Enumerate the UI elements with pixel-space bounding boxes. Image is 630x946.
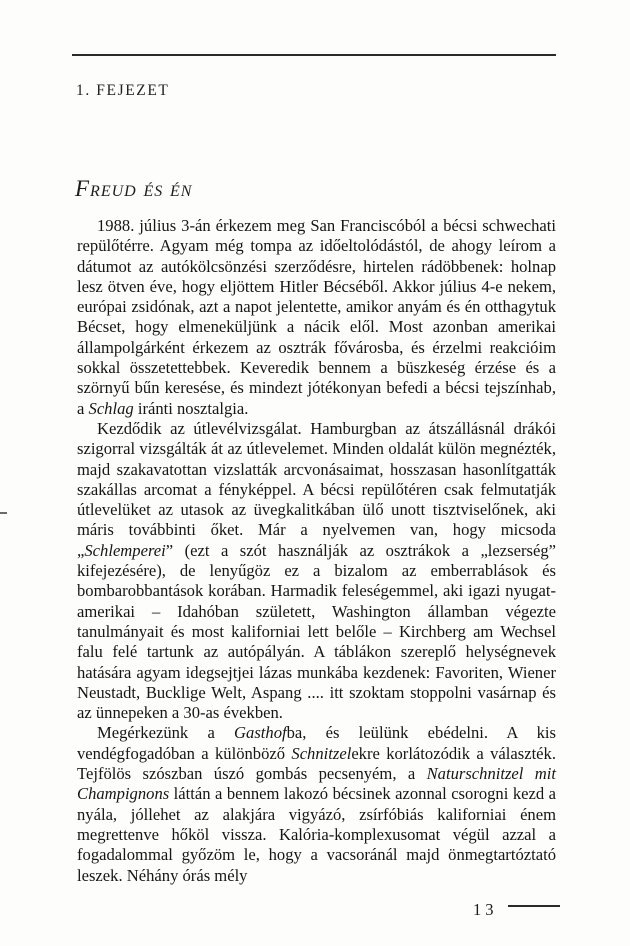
text-segment: Megérkezünk a (97, 723, 235, 743)
text-segment: ekre korlátozódik a választék. Tejfölös szószban úszó gombás pecsenyém, a (77, 743, 556, 784)
italic-text-segment: Schlag (88, 398, 134, 418)
chapter-title: Freud és én (75, 176, 193, 201)
chapter-label: 1. FEJEZET (76, 82, 170, 99)
italic-text-segment: Schlemperei (84, 540, 166, 560)
paragraph (77, 723, 556, 885)
italic-text-segment: Schnitzel (291, 743, 352, 763)
header-rule (72, 54, 556, 56)
text-segment: iránti nosztalgia. (133, 398, 249, 418)
paragraph (77, 419, 556, 723)
footer-rule (508, 905, 560, 907)
text-segment: 1988. július 3-án érkezem meg San Franciscóból a bécsi schwechati repülőtérre. Agyam még tompa az időeltolódástól, de ahogy leírom a dátumot az autókölcsönzési szerződésre, hirtelen rádöbbenek: holnap lesz ötven éve, hogy eljöttem Hitler Bécséből. Akkor július 4-e nekem, európai zsidónak, azt a napot jelentette, amikor anyám és én otthagytuk Bécset, hogy elmeneküljünk a nácik elől. Most azonban amerikai állampolgárként érkezem az osztrák fővárosba, és érzelmi reakcióim sokkal összetettebbek. Keveredik bennem a büszkeség érzése és a szörnyű bűn keresése, és mindezt jótékonyan befedi a bécsi tejszínhab, a (77, 216, 556, 418)
page-number: 13 (473, 900, 498, 919)
text-segment: ba, és leülünk ebédelni. A kis vendégfogadóban a különböző (77, 723, 556, 763)
italic-text-segment: Gasthof (234, 723, 287, 743)
text-segment: Kezdődik az útlevélvizsgálat. Hamburgban az átszállásnál drákói szigorral vizsgálták át az útlevelemet. Minden oldalát külön megnézték, majd szakavatottan vizslatták arcvonásaimat, hosszasan hasonlítgatták szakállas arcomat a fényképpel. A bécsi repülőtéren csak felmutatják útlevelüket az utasok az üvegkalitkában ülő unott tisztviselőnek, aki máris továbbinti őket. Már a nyelvemen van, hogy micsoda „ (77, 418, 556, 560)
scan-artifact-mark (0, 512, 7, 514)
text-segment: láttán a bennem lakozó bécsinek azonnal csorogni kezd a nyála, jóllehet az alakjára vigyázó, zsírfóbiás kaliforniai énem megrettenve hőköl vissza. Kalória-komplexusomat végül azzal a fogadalommal győzöm le, hogy a vacsoránál majd önmegtartóztató leszek. Néhány órás mély (77, 784, 556, 885)
body-text (77, 216, 556, 886)
italic-text-segment: Naturschnitzel mit Champignons (77, 764, 556, 804)
paragraph (77, 216, 556, 419)
text-segment: ” (ezt a szót használják az osztrákok a „lezserség” kifejezésére), de lenyűgöz ez a bizalom az emberrablások és bombarobbantások korában. Harmadik feleségemmel, aki igazi nyugat-amerikai – Idahóban született, Washington államban végezte tanulmányait és most kaliforniai lett belőle – Kirchberg am Wechsel falu felé tartunk az autópályán. A táblákon szereplő helységnevek hatására agyam idegsejtjei lázas munkába kezdenek: Favoriten, Wiener Neustadt, Bucklige Welt, Aspang .... itt szoktam stoppolni vasárnap és az ünnepeken a 30-as években. (77, 540, 556, 723)
